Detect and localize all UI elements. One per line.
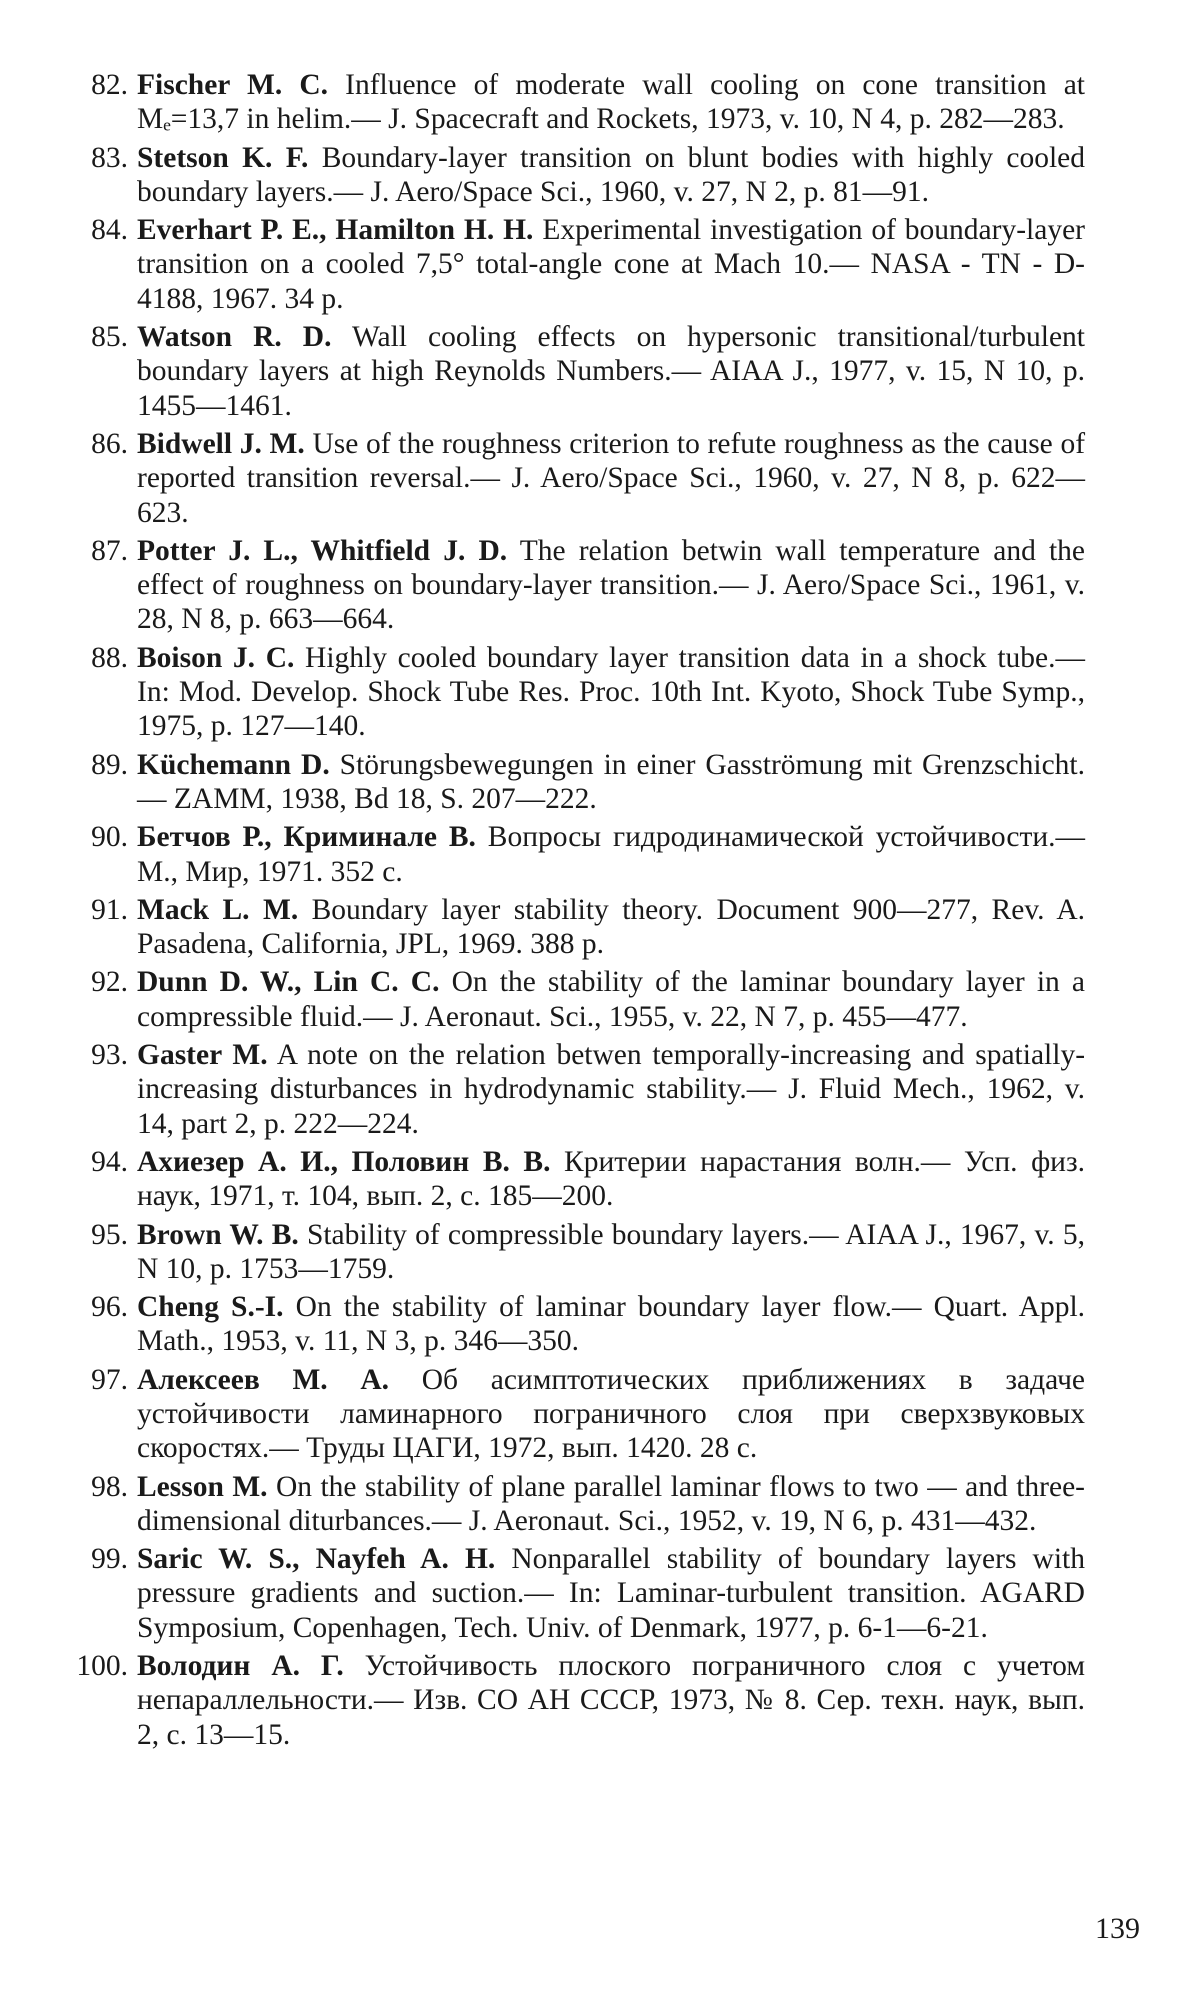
reference-text: Boundary-layer transition on blunt bodies with highly cooled boundary layers.— J. Aero/Space Sci., 1960, v. 27, N 2, p. 81—91. [137, 141, 1086, 208]
reference-text: On the stability of laminar boundary layer flow.— Quart. Appl. Math., 1953, v. 11, N 3, p. 346—350. [137, 1291, 1086, 1358]
reference-text: Experimental investigation of boundary-layer transition on a cooled 7,5° total-angle cone at Mach 10.— NASA - TN - D-4188, 1967. 34 p. [137, 214, 1085, 315]
reference-number: 92. [91, 966, 128, 999]
reference-item [0, 1290, 1085, 1359]
reference-authors: Cheng S.-I. [137, 1291, 284, 1324]
reference-authors: Fischer M. C. [137, 69, 328, 101]
reference-text: Störungsbewegungen in einer Gasströmung mit Grenzschicht.— ZAMM, 1938, Bd 18, S. 207—222. [137, 748, 1085, 815]
reference-number: 83. [91, 141, 128, 174]
reference-item [0, 68, 1085, 137]
reference-authors: Brown W. B. [137, 1218, 299, 1251]
reference-number: 93. [91, 1039, 128, 1072]
reference-number: 90. [91, 821, 128, 854]
reference-item [0, 1145, 1085, 1214]
reference-text: On the stability of the laminar boundary layer in a compressible fluid.— J. Aeronaut. Sci., 1955, v. 22, N 7, p. 455—477. [137, 966, 1085, 1033]
reference-authors: Ахиезер А. И., Половин В. В. [137, 1145, 551, 1178]
reference-authors: Saric W. S., Nayfeh A. H. [137, 1543, 496, 1576]
reference-authors: Gaster M. [137, 1039, 268, 1072]
reference-item [0, 213, 1085, 316]
reference-item [0, 320, 1085, 423]
reference-text: Устойчивость плоского пограничного слоя с учетом непараллельности.— Изв. СО АН СССР, 1973, № 8. Сер. техн. наук, вып. 2, с. 13—15. [137, 1650, 1086, 1751]
reference-text: Stability of compressible boundary layers.— AIAA J., 1967, v. 5, N 10, p. 1753—1759. [137, 1218, 1085, 1285]
reference-number: 91. [91, 893, 128, 926]
reference-item [0, 965, 1085, 1034]
reference-item [0, 141, 1085, 210]
reference-authors: Stetson K. F. [137, 141, 309, 174]
reference-list [0, 68, 1200, 1756]
reference-authors: Алексеев М. А. [137, 1363, 390, 1396]
reference-number: 100. [76, 1650, 128, 1683]
reference-text: Об асимптотических приближениях в задаче устойчивости ламинарного пограничного слоя при сверхзвуковых скоростях.— Труды ЦАГИ, 1972, вып. 1420. 28 с. [137, 1363, 1085, 1465]
reference-item [0, 748, 1085, 817]
reference-number: 89. [91, 748, 128, 781]
reference-number: 98. [91, 1470, 128, 1503]
reference-item [0, 1470, 1085, 1539]
reference-item [0, 1038, 1085, 1141]
reference-item [0, 641, 1085, 744]
reference-text: Influence of moderate wall cooling on cone transition at Mₑ=13,7 in helim.— J. Spacecraft and Rockets, 1973, v. 10, N 4, p. 282—283. [137, 69, 1085, 136]
reference-authors: Lesson M. [137, 1470, 268, 1503]
reference-text: Use of the roughness criterion to refute roughness as the cause of reported transition reversal.— J. Aero/Space Sci., 1960, v. 27, N 8, p. 622—623. [137, 427, 1086, 529]
reference-item [0, 1649, 1085, 1752]
reference-number: 85. [91, 321, 128, 354]
reference-number: 97. [91, 1363, 128, 1396]
reference-text: On the stability of plane parallel laminar flows to two — and three-dimensional diturbances.— J. Aeronaut. Sci., 1952, v. 19, N 6, p. 431—432. [137, 1470, 1085, 1537]
reference-number: 95. [91, 1218, 128, 1251]
reference-number: 87. [91, 534, 128, 567]
reference-number: 86. [91, 427, 128, 460]
reference-item [0, 893, 1085, 962]
reference-authors: Володин А. Г. [137, 1650, 344, 1683]
reference-text: Критерии нарастания волн.— Усп. физ. наук, 1971, т. 104, вып. 2, с. 185—200. [137, 1145, 1085, 1213]
reference-authors: Küchemann D. [137, 748, 330, 781]
reference-item [0, 1363, 1085, 1466]
reference-authors: Potter J. L., Whitfield J. D. [137, 534, 508, 567]
reference-number: 96. [91, 1291, 128, 1324]
reference-item [0, 427, 1085, 530]
reference-authors: Бетчов Р., Криминале В. [137, 821, 476, 854]
reference-number: 94. [91, 1145, 128, 1178]
reference-item [0, 534, 1085, 637]
reference-text: Highly cooled boundary layer transition data in a shock tube.— In: Mod. Develop. Shock Tube Res. Proc. 10th Int. Kyoto, Shock Tube Symp., 1975, p. 127—140. [137, 641, 1085, 743]
reference-text: Boundary layer stability theory. Document 900—277, Rev. A. Pasadena, California, JPL, 1969. 388 p. [137, 893, 1085, 961]
reference-item [0, 1218, 1085, 1287]
reference-authors: Dunn D. W., Lin C. C. [137, 966, 440, 999]
reference-authors: Bidwell J. M. [137, 427, 305, 460]
reference-text: The relation betwin wall temperature and the effect of roughness on boundary-layer transition.— J. Aero/Space Sci., 1961, v. 28, N 8, p. 663—664. [137, 534, 1085, 636]
reference-authors: Boison J. C. [137, 641, 295, 674]
reference-number: 88. [91, 641, 128, 674]
reference-text: Nonparallel stability of boundary layers with pressure gradients and suction.— In: Laminar-turbulent transition. AGARD Symposium, Copenhagen, Tech. Univ. of Denmark, 1977, p. 6-1—6-21. [137, 1543, 1085, 1644]
reference-text: A note on the relation betwen temporally-increasing and spatially-increasing disturbances in hydrodynamic stability.— J. Fluid Mech., 1962, v. 14, part 2, p. 222—224. [137, 1039, 1086, 1140]
reference-item [0, 1542, 1085, 1645]
reference-number: 82. [91, 69, 128, 101]
reference-text: Вопросы гидродинамической устойчивости.— М., Мир, 1971. 352 с. [137, 821, 1086, 888]
reference-authors: Watson R. D. [137, 321, 332, 354]
reference-number: 84. [91, 214, 128, 247]
reference-number: 99. [91, 1543, 128, 1576]
reference-item [0, 820, 1085, 889]
page-number: 139 [1095, 1912, 1140, 1945]
reference-authors: Mack L. M. [137, 893, 299, 926]
reference-text: Wall cooling effects on hypersonic transitional/turbulent boundary layers at high Reynolds Numbers.— AIAA J., 1977, v. 15, N 10, p. 1455—1461. [137, 321, 1086, 422]
reference-authors: Everhart P. E., Hamilton H. H. [137, 214, 534, 247]
